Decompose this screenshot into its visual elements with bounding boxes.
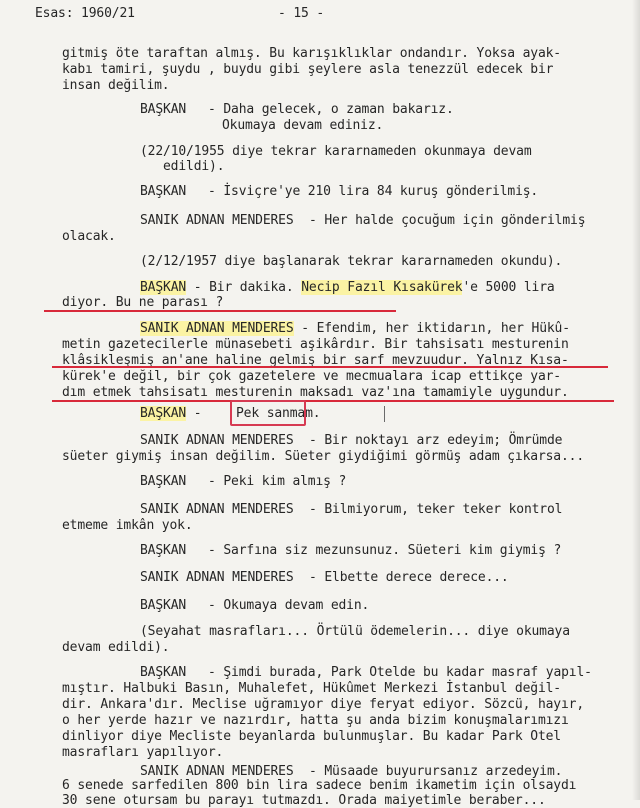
- speaker-chair: BAŞKAN: [140, 474, 187, 489]
- body-line: klâsikleşmiş an'ane haline gelmiş bir sarf mevzuudur. Yalnız Kısa-: [62, 353, 569, 368]
- speech-text-span: Bir noktayı arz edeyim; Ömrümde: [324, 433, 563, 448]
- speech-text: - Bilmiyorum, teker teker kontrol: [309, 502, 563, 517]
- speaker-chair: BAŞKAN -: [140, 406, 202, 421]
- speech-text-span: 'e 5000 lira: [462, 280, 555, 295]
- speech-text: - Her halde çocuğum için gönderilmiş: [309, 213, 586, 228]
- body-line: metin gazetecilerle münasebeti aşikârdır. Bir tahsisatı mesturenin: [62, 337, 569, 352]
- body-line: gitmiş öte taraftan almış. Bu karışıklıklar ondandır. Yoksa ayak-: [62, 46, 561, 61]
- speaker-defendant: SANIK ADNAN MENDERES: [140, 213, 294, 228]
- speaker-chair: BAŞKAN: [140, 184, 187, 199]
- body-line: kürek'e değil, bir çok gazetelere ve mecmualara icap ettikçe yar-: [62, 369, 561, 384]
- body-line: etmeme imkân yok.: [62, 518, 193, 533]
- speaker-chair-label: BAŞKAN: [140, 406, 187, 421]
- speech-text: - Bir noktayı arz edeyim; Ömrümde: [309, 433, 563, 448]
- speaker-defendant: SANIK ADNAN MENDERES: [140, 321, 294, 336]
- speaker-chair: BAŞKAN: [140, 280, 187, 295]
- highlighted-name: Necip Fazıl Kısakürek: [301, 280, 463, 295]
- body-line: diyor. Bu ne parası ?: [62, 295, 224, 310]
- body-line: insan değilim.: [62, 78, 170, 93]
- speech-text-span: İsviçre'ye 210 lira 84 kuruş gönderilmiş.: [223, 184, 539, 199]
- red-box-annotation: [230, 400, 306, 426]
- red-underline: [52, 400, 614, 402]
- page-number: - 15 -: [278, 6, 325, 21]
- stage-note: (2/12/1957 diye başlanarak tekrar kararnameden okundu).: [140, 254, 563, 269]
- speech-text-span: Efendim, her iktidarın, her Hükû-: [316, 321, 570, 336]
- body-line: mıştır. Halbuki Basın, Muhalefet, Hükûmet Merkezi İstanbul değil-: [62, 681, 561, 696]
- stage-note: (Seyahat masrafları... Örtülü ödemelerin... diye okumaya: [140, 624, 570, 639]
- speech-text-span: Sarfına siz mezunsunuz. Süeteri kim giymiş ?: [223, 543, 562, 558]
- speech-text-span: Müsaade buyurursanız arzedeyim.: [324, 764, 563, 779]
- page-edge-shadow: [632, 0, 640, 800]
- case-number: Esas: 1960/21: [35, 6, 135, 21]
- speech-text: - Peki kim almış ?: [208, 474, 347, 489]
- speaker-defendant: SANIK ADNAN MENDERES: [140, 764, 294, 779]
- speaker-defendant: SANIK ADNAN MENDERES: [140, 433, 294, 448]
- body-line: dinliyor diye Mecliste beyanlarda bulunmuşlar. Bu kadar Park Otel: [62, 729, 561, 744]
- stage-note: (22/10/1955 diye tekrar kararnameden okunmaya devam: [140, 144, 532, 159]
- speech-text-span: Bilmiyorum, teker teker kontrol: [324, 502, 563, 517]
- stage-note: devam edildi).: [62, 640, 170, 655]
- speech-line: BAŞKAN - Bir dakika. Necip Fazıl Kısakürek'e 5000 lira: [140, 280, 555, 295]
- speech-text: - İsviçre'ye 210 lira 84 kuruş gönderilmiş.: [208, 184, 539, 199]
- red-underline: [52, 366, 608, 368]
- stage-note: edildi).: [163, 159, 225, 174]
- text-cursor: [384, 406, 385, 422]
- speaker-chair: BAŞKAN: [140, 665, 187, 680]
- speech-text: - Okumaya devam edin.: [208, 598, 370, 613]
- body-line: 30 sene otursam bu parayı tutmazdı. Orada maiyetimle beraber...: [62, 793, 546, 808]
- speech-text: - Müsaade buyurursanız arzedeyim.: [309, 764, 563, 779]
- body-line: dir. Ankara'dır. Meclise uğramıyor diye feryat ediyor. Sözcü, hayır,: [62, 697, 585, 712]
- body-line: kabı tamiri, şuydu , buydu gibi şeylere asla tenezzül edecek bir: [62, 62, 554, 77]
- speaker-chair: BAŞKAN: [140, 102, 187, 117]
- speech-line: SANIK ADNAN MENDERES - Efendim, her iktidarın, her Hükû-: [140, 321, 570, 336]
- speech-text-span: Daha gelecek, o zaman bakarız.: [223, 102, 454, 117]
- speaker-defendant: SANIK ADNAN MENDERES: [140, 502, 294, 517]
- body-line: olacak.: [62, 229, 116, 244]
- speech-text-span: Elbette derece derece...: [324, 570, 509, 585]
- speech-text: - Şimdi burada, Park Otelde bu kadar masraf yapıl-: [208, 665, 592, 680]
- speech-text-span: Şimdi burada, Park Otelde bu kadar masraf yapıl-: [223, 665, 592, 680]
- speech-text-span: Peki kim almış ?: [223, 474, 347, 489]
- speech-text: - Daha gelecek, o zaman bakarız.: [208, 102, 454, 117]
- body-line: masrafları yapılıyor.: [62, 745, 224, 760]
- red-underline: [44, 310, 396, 312]
- speech-text-span: Bir dakika.: [209, 280, 302, 295]
- speech-text: - Elbette derece derece...: [309, 570, 509, 585]
- speech-text: - Sarfına siz mezunsunuz. Süeteri kim giymiş ?: [208, 543, 562, 558]
- body-line: süeter giymiş insan değilim. Süeter giydiğimi görmüş adam çıkarsa...: [62, 449, 585, 464]
- body-line: 6 senede sarfedilen 800 bin lira sadece benim ikametim için olsaydı: [62, 778, 577, 793]
- speech-text-span: Okumaya devam edin.: [223, 598, 370, 613]
- speech-text: Pek sanmam.: [236, 406, 321, 421]
- body-line: o her yerde hazır ve nazırdır, hatta şu anda bizim konuşmalarımızı: [62, 713, 569, 728]
- speaker-defendant: SANIK ADNAN MENDERES: [140, 570, 294, 585]
- speech-text-span: Her halde çocuğum için gönderilmiş: [324, 213, 586, 228]
- speech-text: Okumaya devam ediniz.: [222, 118, 384, 133]
- body-line: dım etmek tahsisatı mesturenin maksadı vaz'ına tamamiyle uygundur.: [62, 385, 569, 400]
- speaker-chair: BAŞKAN: [140, 543, 187, 558]
- speaker-chair: BAŞKAN: [140, 598, 187, 613]
